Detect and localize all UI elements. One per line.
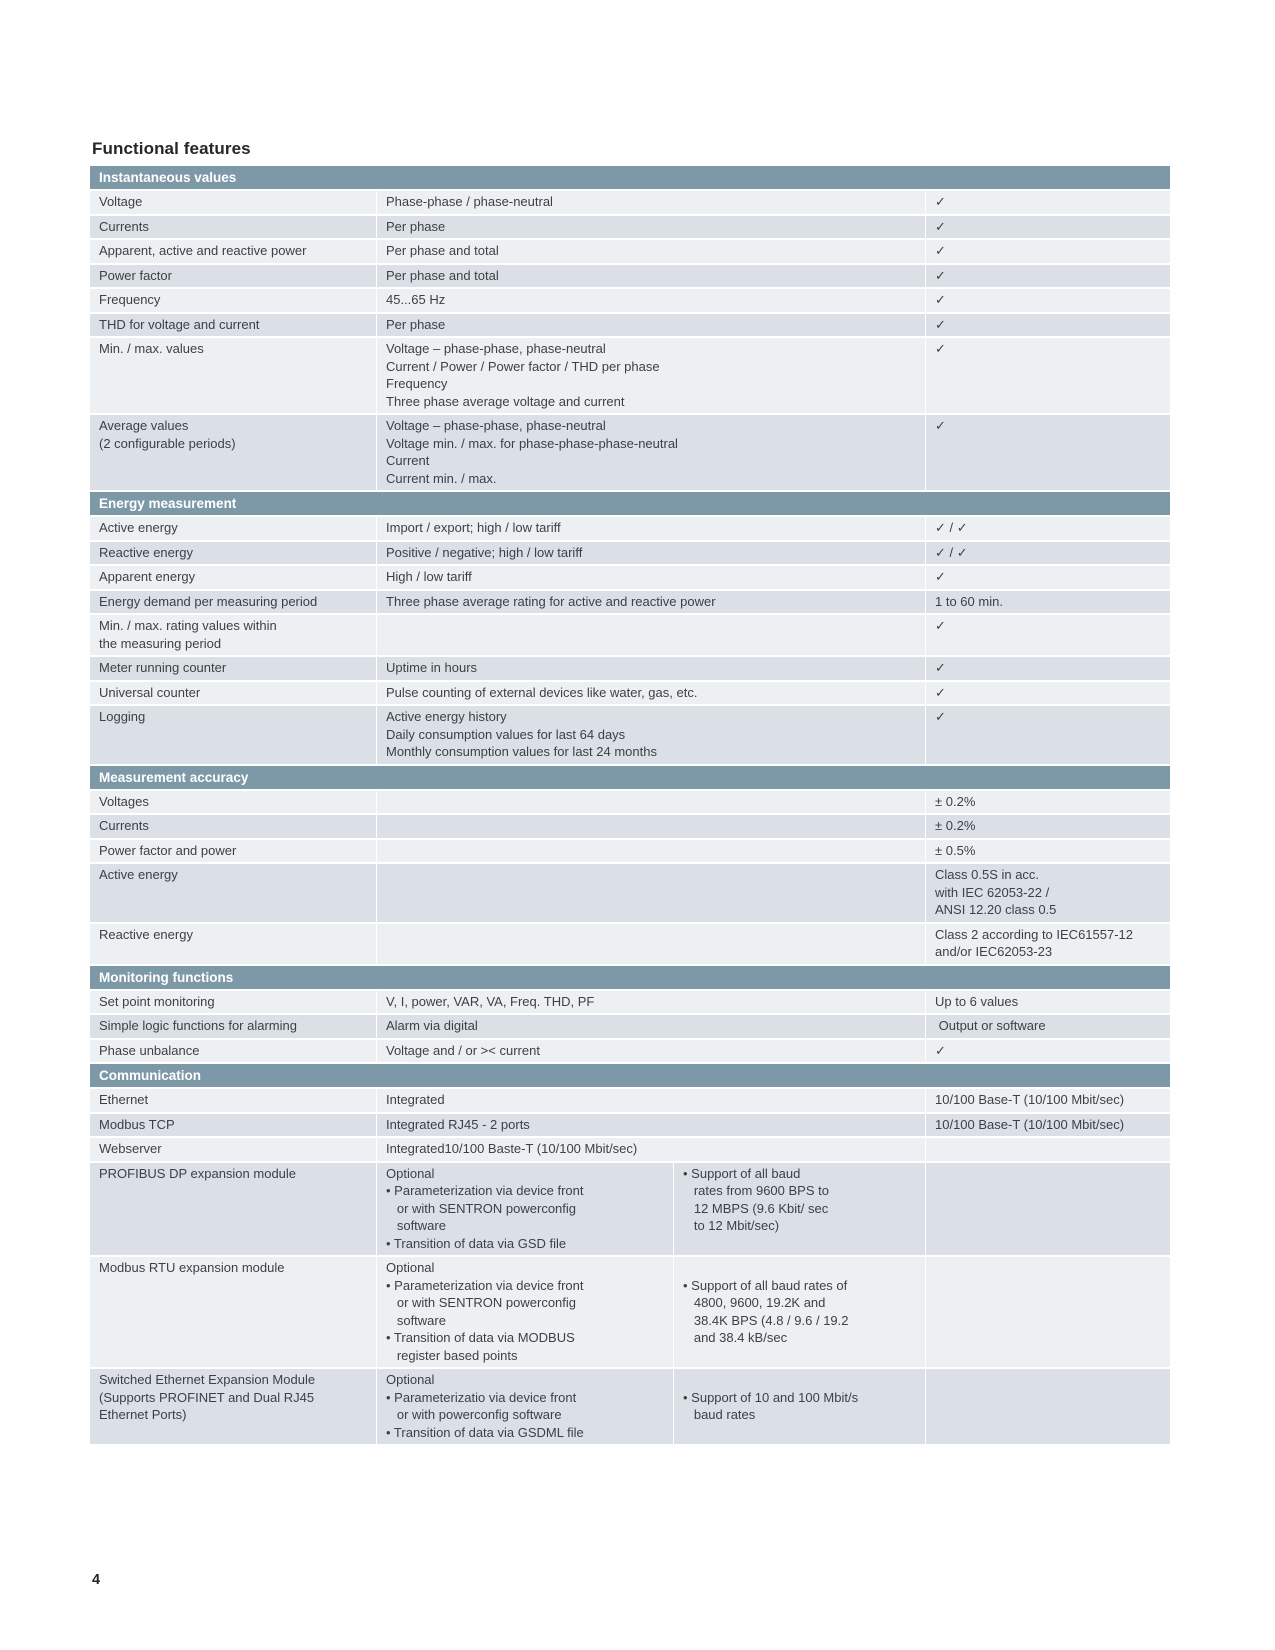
- cell-line: • Transition of data via MODBUS: [386, 1330, 575, 1345]
- cell-line: Pulse counting of external devices like water, gas, etc.: [386, 684, 698, 700]
- cell-value: [925, 657, 1170, 680]
- cell-feature: [90, 289, 376, 312]
- cell-feature: [90, 657, 376, 680]
- cell-line: • Parameterization via device front: [386, 1183, 584, 1198]
- cell-line: Power factor and power: [99, 842, 237, 858]
- table-row: [90, 1163, 1170, 1256]
- cell-line: ± 0.2%: [935, 793, 976, 809]
- cell-line: Per phase and total: [386, 267, 499, 283]
- cell-line: Meter running counter: [99, 660, 227, 675]
- cell-description: [376, 815, 925, 838]
- cell-line: Webserver: [99, 1141, 162, 1156]
- cell-description-split: [376, 1257, 925, 1367]
- cell-description: [377, 1257, 673, 1367]
- cell-line: Apparent energy: [99, 569, 196, 584]
- cell-feature: [90, 542, 376, 565]
- cell-line: ± 0.5%: [935, 842, 976, 858]
- table-row: [90, 657, 1170, 680]
- cell-value: [925, 240, 1170, 263]
- cell-line: Frequency: [386, 376, 448, 391]
- cell-line: ✓: [935, 660, 946, 675]
- cell-line: Daily consumption values for last 64 days: [386, 726, 626, 742]
- table-row: [90, 840, 1170, 863]
- table-row: [90, 682, 1170, 705]
- cell-description: [376, 682, 925, 705]
- cell-description: [376, 864, 925, 922]
- cell-line: • Parameterization via device front: [386, 1277, 584, 1293]
- cell-value: [925, 840, 1170, 863]
- cell-value: [925, 682, 1170, 705]
- cell-line: Modbus RTU expansion module: [99, 1260, 285, 1275]
- cell-line: Current / Power / Power factor / THD per phase: [386, 358, 660, 374]
- cell-value: [925, 1040, 1170, 1063]
- cell-line: ✓: [935, 709, 946, 724]
- cell-line: Min. / max. rating values within: [99, 618, 277, 633]
- cell-line: Up to 6 values: [935, 993, 1019, 1009]
- cell-line: Three phase average voltage and current: [386, 393, 625, 409]
- cell-line: 4800, 9600, 19.2K and: [683, 1295, 826, 1310]
- cell-line: Reactive energy: [99, 926, 193, 942]
- cell-line: ✓: [935, 418, 946, 433]
- table-row: [90, 1015, 1170, 1038]
- table-row: [90, 864, 1170, 922]
- cell-line: • Support of 10 and 100 Mbit/s: [683, 1389, 859, 1405]
- table-row: [90, 289, 1170, 312]
- cell-value: [925, 1015, 1170, 1038]
- cell-line: Optional: [386, 1260, 435, 1275]
- cell-feature: [90, 840, 376, 863]
- page-title: Functional features: [92, 139, 251, 158]
- cell-value: [925, 265, 1170, 288]
- cell-description: [376, 338, 925, 413]
- cell-value: [925, 924, 1170, 964]
- cell-line: Voltage – phase-phase, phase-neutral: [386, 341, 606, 356]
- cell-line: ✓: [935, 341, 946, 356]
- cell-line: ✓: [935, 618, 946, 633]
- cell-line: Per phase: [386, 218, 446, 234]
- cell-line: baud rates: [683, 1407, 756, 1422]
- cell-value: [925, 314, 1170, 337]
- table-row: [90, 566, 1170, 589]
- cell-value: [925, 517, 1170, 540]
- cell-line: Integrated RJ45 - 2 ports: [386, 1116, 530, 1132]
- cell-feature: [90, 265, 376, 288]
- table-row: [90, 1040, 1170, 1063]
- cell-line: ✓: [935, 267, 946, 283]
- table-row: [90, 265, 1170, 288]
- cell-feature: [90, 415, 376, 490]
- cell-line: ✓: [935, 194, 946, 209]
- cell-description: [376, 924, 925, 964]
- table-row: [90, 1138, 1170, 1161]
- cell-description: [376, 517, 925, 540]
- cell-line: and 38.4 kB/sec: [683, 1330, 788, 1345]
- cell-feature: [90, 791, 376, 814]
- cell-line: Currents: [99, 818, 149, 833]
- cell-feature: [90, 815, 376, 838]
- table-row: [90, 1114, 1170, 1137]
- cell-line: Voltage min. / max. for phase-phase-phase-neutral: [386, 435, 678, 451]
- cell-line: or with SENTRON powerconfig: [386, 1295, 577, 1310]
- cell-line: Output or software: [935, 1018, 1046, 1033]
- cell-line: THD for voltage and current: [99, 316, 260, 332]
- section-header: Energy measurement: [90, 492, 1170, 515]
- cell-line: Phase-phase / phase-neutral: [386, 194, 553, 209]
- table-row: [90, 415, 1170, 490]
- cell-line: ANSI 12.20 class 0.5: [935, 902, 1057, 917]
- cell-description-bullets: [673, 1257, 925, 1367]
- cell-line: ✓: [935, 243, 946, 258]
- cell-line: Modbus TCP: [99, 1116, 175, 1132]
- cell-description-bullets: [673, 1369, 925, 1444]
- cell-line: ✓: [935, 218, 946, 234]
- cell-feature: [90, 991, 376, 1014]
- cell-feature: [90, 1369, 376, 1444]
- cell-line: V, I, power, VAR, VA, Freq. THD, PF: [386, 993, 595, 1009]
- cell-line: ✓: [935, 569, 946, 584]
- cell-description: [376, 191, 925, 214]
- cell-value: [925, 864, 1170, 922]
- cell-line: Optional: [386, 1165, 435, 1181]
- cell-description: [376, 991, 925, 1014]
- cell-line: Active energy: [99, 520, 178, 535]
- cell-line: Per phase and total: [386, 243, 499, 258]
- cell-line: Voltage – phase-phase, phase-neutral: [386, 418, 606, 433]
- cell-feature: [90, 191, 376, 214]
- cell-line: Voltages: [99, 793, 149, 809]
- cell-line: 38.4K BPS (4.8 / 9.6 / 19.2: [683, 1312, 849, 1328]
- cell-feature: [90, 682, 376, 705]
- table-row: [90, 1257, 1170, 1367]
- cell-description: [377, 1369, 673, 1444]
- cell-line: Active energy: [99, 867, 178, 882]
- cell-line: ✓: [935, 1042, 946, 1058]
- table-row: [90, 1089, 1170, 1112]
- cell-description: [376, 615, 925, 655]
- table-row: [90, 991, 1170, 1014]
- table-row: [90, 791, 1170, 814]
- cell-value: [925, 1369, 1170, 1444]
- cell-description: [376, 1040, 925, 1063]
- table-row: [90, 924, 1170, 964]
- cell-value: [925, 991, 1170, 1014]
- cell-line: Phase unbalance: [99, 1042, 200, 1058]
- cell-line: ✓: [935, 684, 946, 700]
- cell-line: Switched Ethernet Expansion Module: [99, 1372, 316, 1387]
- cell-description: [376, 791, 925, 814]
- cell-feature: [90, 566, 376, 589]
- cell-feature: [90, 1138, 376, 1161]
- section-header: Monitoring functions: [90, 966, 1170, 989]
- cell-feature: [90, 924, 376, 964]
- cell-description: [376, 657, 925, 680]
- page-content: [90, 0, 1170, 1446]
- cell-line: rates from 9600 BPS to: [683, 1183, 829, 1198]
- cell-description-bullets: [673, 1163, 925, 1256]
- cell-feature: [90, 216, 376, 239]
- cell-line: [683, 1371, 917, 1389]
- cell-feature: [90, 1089, 376, 1112]
- cell-feature: [90, 1040, 376, 1063]
- cell-line: Ethernet: [99, 1092, 149, 1107]
- cell-description: [376, 840, 925, 863]
- cell-value: [925, 216, 1170, 239]
- cell-line: (2 configurable periods): [99, 435, 236, 451]
- cell-feature: [90, 1257, 376, 1367]
- table-row: [90, 216, 1170, 239]
- cell-feature: [90, 615, 376, 655]
- cell-description-split: [376, 1163, 925, 1256]
- cell-value: [925, 1114, 1170, 1137]
- cell-line: 12 MBPS (9.6 Kbit/ sec: [683, 1200, 829, 1216]
- features-table: [90, 166, 1170, 1444]
- cell-line: Apparent, active and reactive power: [99, 243, 307, 258]
- cell-value: [925, 1089, 1170, 1112]
- cell-description: [376, 265, 925, 288]
- cell-line: Ethernet Ports): [99, 1407, 187, 1422]
- cell-value: [925, 706, 1170, 764]
- cell-line: software: [386, 1218, 446, 1233]
- cell-line: Integrated10/100 Baste-T (10/100 Mbit/sec): [386, 1141, 638, 1156]
- cell-feature: [90, 517, 376, 540]
- cell-description: [376, 566, 925, 589]
- table-row: [90, 338, 1170, 413]
- cell-line: Currents: [99, 218, 149, 234]
- cell-value: [925, 566, 1170, 589]
- cell-line: register based points: [386, 1347, 518, 1363]
- section-header: Instantaneous values: [90, 166, 1170, 189]
- cell-line: (Supports PROFINET and Dual RJ45: [99, 1389, 315, 1405]
- cell-line: or with powerconfig software: [386, 1407, 562, 1422]
- cell-value: [925, 1138, 1170, 1161]
- cell-line: Logging: [99, 709, 146, 724]
- cell-line: Current min. / max.: [386, 470, 497, 486]
- cell-value: [925, 815, 1170, 838]
- cell-line: Class 0.5S in acc.: [935, 867, 1040, 882]
- cell-line: • Support of all baud: [683, 1165, 801, 1181]
- cell-description: [376, 591, 925, 614]
- cell-line: Positive / negative; high / low tariff: [386, 544, 583, 560]
- cell-line: Current: [386, 453, 430, 468]
- table-row: [90, 706, 1170, 764]
- cell-line: and/or IEC62053-23: [935, 944, 1053, 959]
- cell-value: [925, 1257, 1170, 1367]
- cell-line: Energy demand per measuring period: [99, 593, 318, 609]
- cell-line: ± 0.2%: [935, 818, 976, 833]
- cell-line: • Transition of data via GSD file: [386, 1235, 567, 1251]
- cell-description: [376, 314, 925, 337]
- cell-line: Import / export; high / low tariff: [386, 520, 561, 535]
- cell-line: Average values: [99, 418, 189, 433]
- cell-line: Power factor: [99, 267, 172, 283]
- cell-line: Monthly consumption values for last 24 months: [386, 744, 657, 759]
- cell-line: Three phase average rating for active and reactive power: [386, 593, 716, 609]
- cell-line: Class 2 according to IEC61557-12: [935, 926, 1134, 942]
- cell-line: Voltage and / or >< current: [386, 1042, 540, 1058]
- cell-feature: [90, 1114, 376, 1137]
- cell-line: Optional: [386, 1372, 435, 1387]
- cell-description: [377, 1163, 673, 1256]
- cell-line: 10/100 Base-T (10/100 Mbit/sec): [935, 1116, 1125, 1132]
- cell-line: PROFIBUS DP expansion module: [99, 1165, 297, 1181]
- cell-line: Set point monitoring: [99, 993, 215, 1009]
- cell-description: [376, 1138, 925, 1161]
- cell-line: • Support of all baud rates of: [683, 1277, 848, 1293]
- section-header: Communication: [90, 1064, 1170, 1087]
- cell-line: or with SENTRON powerconfig: [386, 1200, 577, 1216]
- cell-line: Simple logic functions for alarming: [99, 1018, 297, 1033]
- cell-value: [925, 1163, 1170, 1256]
- cell-line: • Parameterizatio via device front: [386, 1389, 577, 1405]
- cell-line: 45...65 Hz: [386, 292, 446, 307]
- cell-line: Frequency: [99, 292, 161, 307]
- cell-line: Universal counter: [99, 684, 201, 700]
- cell-line: ✓: [935, 292, 946, 307]
- table-row: [90, 815, 1170, 838]
- table-row: [90, 615, 1170, 655]
- page-number: 4: [92, 1572, 101, 1588]
- cell-description: [376, 1114, 925, 1137]
- cell-feature: [90, 864, 376, 922]
- cell-feature: [90, 338, 376, 413]
- table-row: [90, 542, 1170, 565]
- cell-line: Min. / max. values: [99, 341, 204, 356]
- cell-line: ✓ / ✓: [935, 544, 968, 560]
- cell-description: [376, 542, 925, 565]
- cell-feature: [90, 314, 376, 337]
- cell-value: [925, 591, 1170, 614]
- cell-line: Reactive energy: [99, 544, 193, 560]
- cell-line: Uptime in hours: [386, 660, 478, 675]
- cell-description: [376, 240, 925, 263]
- table-row: [90, 1369, 1170, 1444]
- cell-feature: [90, 240, 376, 263]
- table-row: [90, 314, 1170, 337]
- cell-feature: [90, 1015, 376, 1038]
- cell-line: ✓ / ✓: [935, 520, 968, 535]
- cell-value: [925, 338, 1170, 413]
- cell-line: Alarm via digital: [386, 1018, 478, 1033]
- cell-description: [376, 289, 925, 312]
- cell-description: [376, 415, 925, 490]
- cell-value: [925, 191, 1170, 214]
- table-row: [90, 240, 1170, 263]
- cell-line: Active energy history: [386, 709, 507, 724]
- cell-line: 1 to 60 min.: [935, 593, 1003, 609]
- cell-line: with IEC 62053-22 /: [935, 884, 1050, 900]
- cell-line: [683, 1259, 917, 1277]
- table-row: [90, 517, 1170, 540]
- cell-line: 10/100 Base-T (10/100 Mbit/sec): [935, 1092, 1125, 1107]
- cell-line: Voltage: [99, 194, 143, 209]
- cell-feature: [90, 706, 376, 764]
- cell-feature: [90, 1163, 376, 1256]
- cell-description-split: [376, 1369, 925, 1444]
- table-row: [90, 591, 1170, 614]
- cell-description: [376, 216, 925, 239]
- cell-feature: [90, 591, 376, 614]
- cell-line: High / low tariff: [386, 569, 472, 584]
- section-header: Measurement accuracy: [90, 766, 1170, 789]
- cell-line: • Transition of data via GSDML file: [386, 1424, 584, 1440]
- cell-description: [376, 1089, 925, 1112]
- cell-line: ✓: [935, 316, 946, 332]
- cell-line: software: [386, 1312, 446, 1328]
- cell-description: [376, 706, 925, 764]
- cell-line: Per phase: [386, 316, 446, 332]
- cell-line: to 12 Mbit/sec): [683, 1218, 780, 1233]
- cell-value: [925, 289, 1170, 312]
- cell-line: the measuring period: [99, 635, 222, 651]
- cell-value: [925, 415, 1170, 490]
- cell-value: [925, 615, 1170, 655]
- cell-line: Integrated: [386, 1092, 445, 1107]
- cell-value: [925, 542, 1170, 565]
- cell-value: [925, 791, 1170, 814]
- cell-description: [376, 1015, 925, 1038]
- table-row: [90, 191, 1170, 214]
